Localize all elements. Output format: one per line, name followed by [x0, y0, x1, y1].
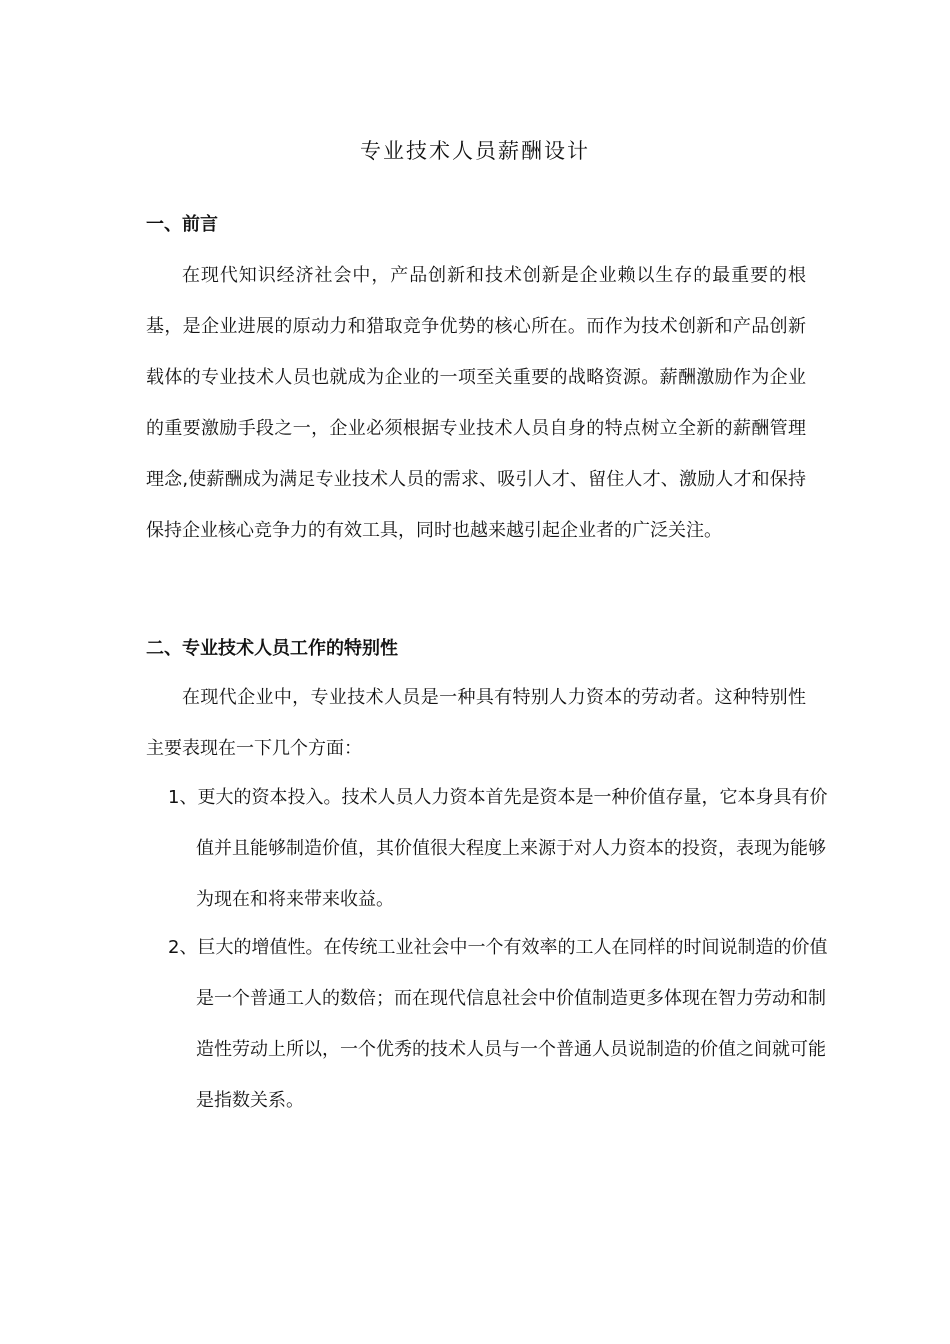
section-heading-preface: 一、前言 — [146, 214, 218, 235]
document-title: 专业技术人员薪酬设计 — [360, 139, 590, 163]
list-item — [168, 922, 828, 1126]
list-item-number: 1、 — [168, 787, 198, 808]
section-heading-specialty: 二、专业技术人员工作的特别性 — [146, 638, 398, 659]
list-item-text: 更大的资本投入。技术人员人力资本首先是资本是一种价值存量，它本身具有价值并且能够制造价值，其价值很大程度上来源于对人力资本的投资，表现为能够为现在和将来带来收益。 — [196, 787, 828, 910]
specialty-intro-paragraph: 在现代企业中，专业技术人员是一种具有特别人力资本的劳动者。这种特别性主要表现在一下几个方面： — [146, 687, 806, 759]
list-item-number: 2、 — [168, 937, 198, 958]
list-item-text: 巨大的增值性。在传统工业社会中一个有效率的工人在同样的时间说制造的价值是一个普通工人的数倍；而在现代信息社会中价值制造更多体现在智力劳动和制造性劳动上所以，一个优秀的技术人员与一个普通人员说制造的价值之间就可能是指数关系。 — [196, 937, 828, 1111]
preface-paragraph: 在现代知识经济社会中，产品创新和技术创新是企业赖以生存的最重要的根基，是企业进展的原动力和猎取竞争优势的核心所在。而作为技术创新和产品创新载体的专业技术人员也就成为企业的一项至关重要的战略资源。薪酬激励作为企业的重要激励手段之一，企业必须根据专业技术人员自身的特点树立全新的薪酬管理理念,使薪酬成为满足专业技术人员的需求、吸引人才、留住人才、激励人才和保持保持企业核心竞争力的有效工具，同时也越来越引起企业者的广泛关注。 — [146, 265, 806, 541]
list-item — [168, 772, 828, 925]
